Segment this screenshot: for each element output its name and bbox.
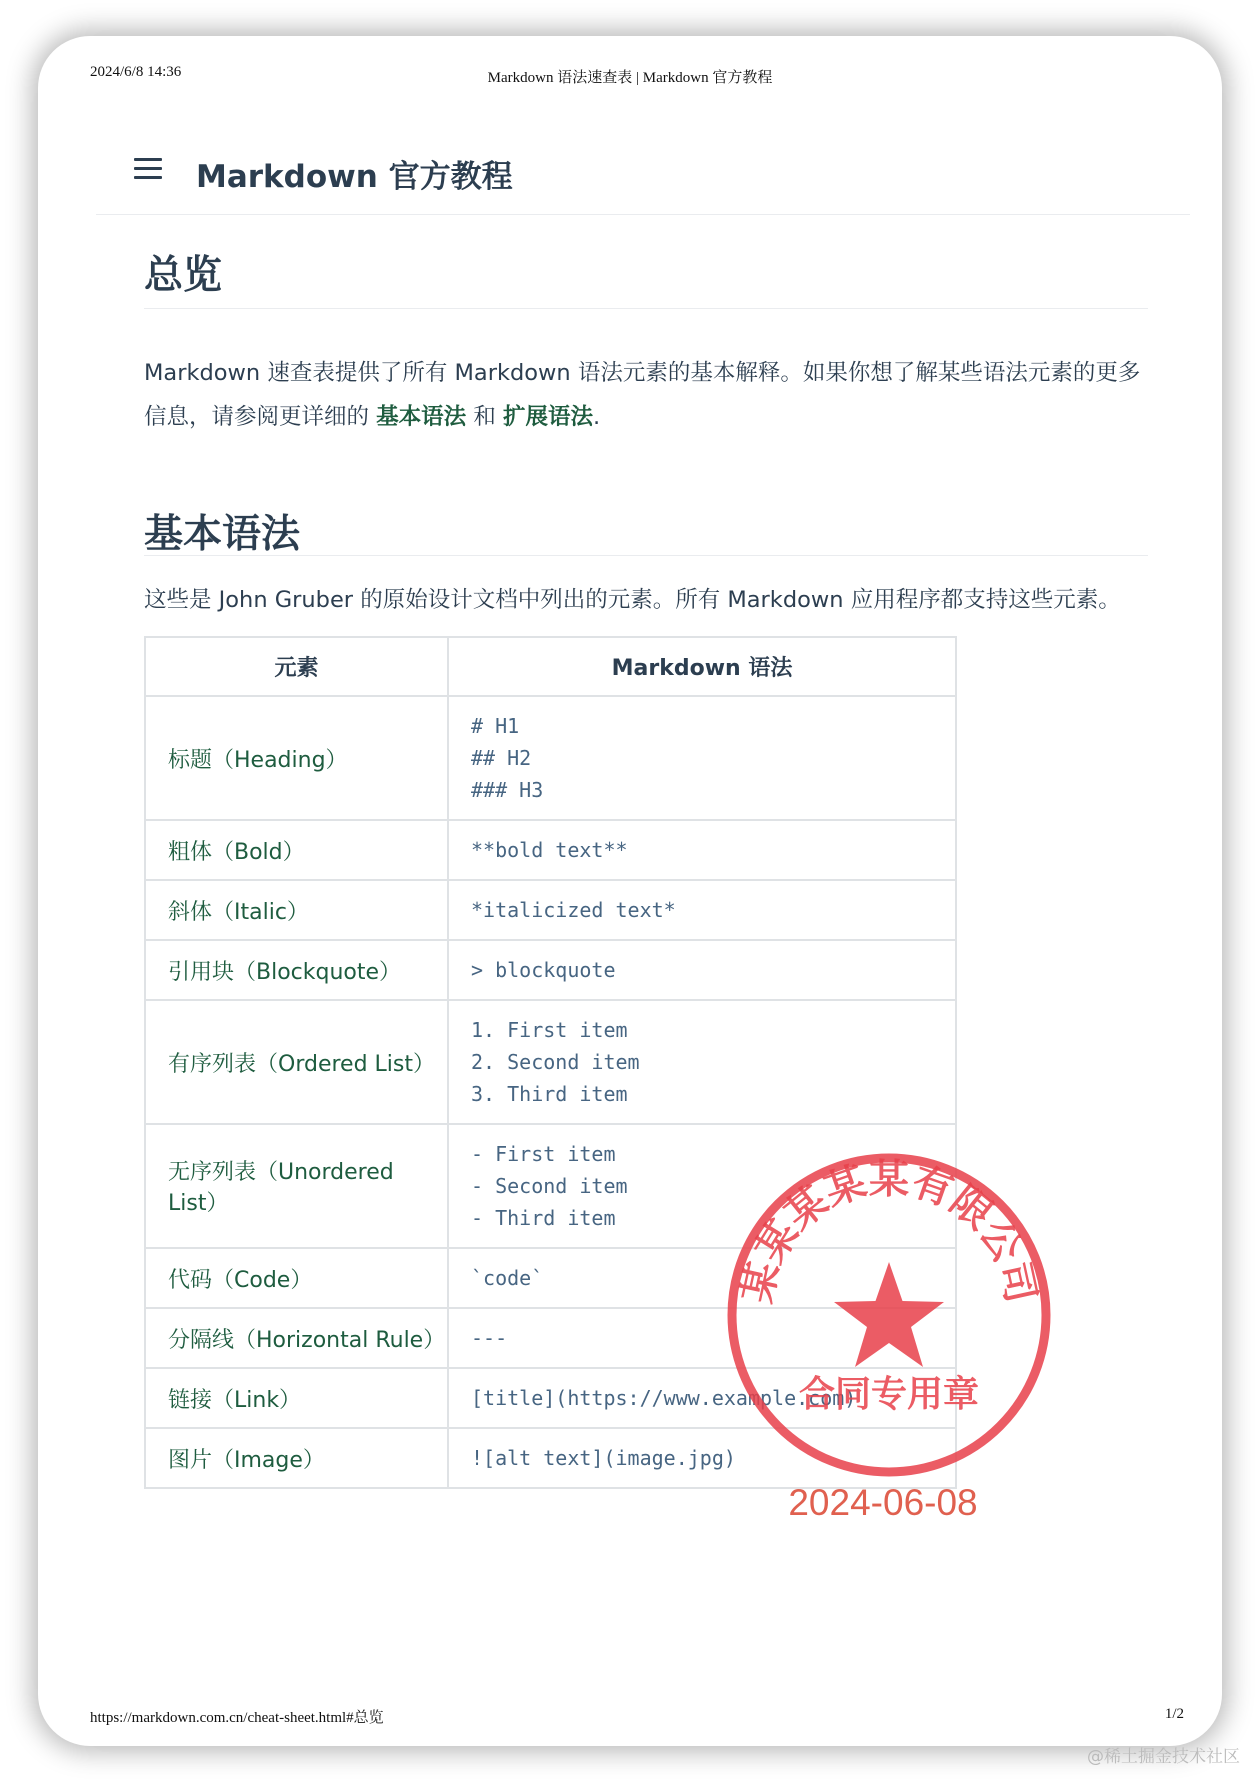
table-row (145, 696, 956, 820)
syntax-line: - Third item (471, 1206, 616, 1230)
watermark: @稀土掘金技术社区 (1087, 1747, 1240, 1767)
site-header (96, 96, 1190, 215)
syntax-cell (448, 1000, 956, 1124)
table-row (145, 940, 956, 1000)
column-header-element: 元素 (145, 637, 448, 696)
hamburger-menu-icon[interactable] (134, 158, 162, 180)
element-name-cell: 无序列表（Unordered List） (145, 1124, 448, 1248)
syntax-line: 1. First item (471, 1018, 628, 1042)
syntax-cell (448, 940, 956, 1000)
site-title[interactable]: Markdown 官方教程 (196, 159, 513, 195)
syntax-line: `code` (471, 1266, 544, 1290)
syntax-line: - First item (471, 1142, 616, 1166)
syntax-cell (448, 880, 956, 940)
syntax-line: ### H3 (471, 778, 544, 802)
element-name-cell: 链接（Link） (145, 1368, 448, 1428)
print-url: https://markdown.com.cn/cheat-sheet.html#总览 (90, 1710, 384, 1726)
syntax-line: > blockquote (471, 958, 616, 982)
element-name-cell: 代码（Code） (145, 1248, 448, 1308)
seal-star-icon (834, 1262, 944, 1367)
print-page-number: 1/2 (1164, 1706, 1184, 1722)
table-row (145, 880, 956, 940)
element-name-cell: 引用块（Blockquote） (145, 940, 448, 1000)
syntax-line: **bold text** (471, 838, 628, 862)
syntax-line: *italicized text* (471, 898, 676, 922)
syntax-line: 3. Third item (471, 1082, 628, 1106)
element-name-cell: 斜体（Italic） (145, 880, 448, 940)
element-name-cell: 粗体（Bold） (145, 820, 448, 880)
stamp-date: 2024-06-08 (788, 1482, 978, 1523)
element-name-cell: 标题（Heading） (145, 696, 448, 820)
syntax-line: ## H2 (471, 746, 532, 770)
syntax-line: --- (471, 1326, 508, 1350)
syntax-cell (448, 696, 956, 820)
basic-syntax-intro: 这些是 John Gruber 的原始设计文档中列出的元素。所有 Markdown 应用程序都支持这些元素。 (144, 587, 1121, 613)
overview-text: Markdown 速查表提供了所有 Markdown 语法元素的基本解释。如果你想了解某些语法元素的更多信息，请参阅更详细的 (144, 360, 1141, 430)
syntax-line: 2. Second item (471, 1050, 640, 1074)
element-name-cell: 分隔线（Horizontal Rule） (145, 1308, 448, 1368)
column-header-syntax: Markdown 语法 (448, 637, 956, 696)
element-name-cell: 有序列表（Ordered List） (145, 1000, 448, 1124)
document-page (38, 36, 1222, 1746)
table-row (145, 1000, 956, 1124)
extended-syntax-link[interactable]: 扩展语法 (502, 404, 593, 430)
syntax-line: [title](https://www.example.com) (471, 1386, 857, 1410)
overview-paragraph (144, 351, 1148, 439)
syntax-line: ![alt text](image.jpg) (471, 1446, 736, 1470)
syntax-line: # H1 (471, 714, 520, 738)
element-name-cell: 图片（Image） (145, 1428, 448, 1488)
basic-syntax-link[interactable]: 基本语法 (376, 404, 467, 430)
table-row (145, 820, 956, 880)
overview-heading: 总览 (144, 214, 1148, 309)
company-seal-stamp (722, 1148, 1056, 1482)
syntax-line: - Second item (471, 1174, 628, 1198)
overview-text-end: . (593, 404, 601, 430)
basic-syntax-heading: 基本语法 (144, 503, 1148, 556)
seal-purpose: 合同专用章 (798, 1373, 980, 1415)
print-document-title: Markdown 语法速查表 | Markdown 官方教程 (487, 70, 773, 86)
syntax-cell (448, 820, 956, 880)
seal-company-name: 某某某某某有限公司 (733, 1155, 1045, 1307)
print-datetime: 2024/6/8 14:36 (90, 64, 182, 80)
overview-text-mid: 和 (466, 404, 503, 430)
